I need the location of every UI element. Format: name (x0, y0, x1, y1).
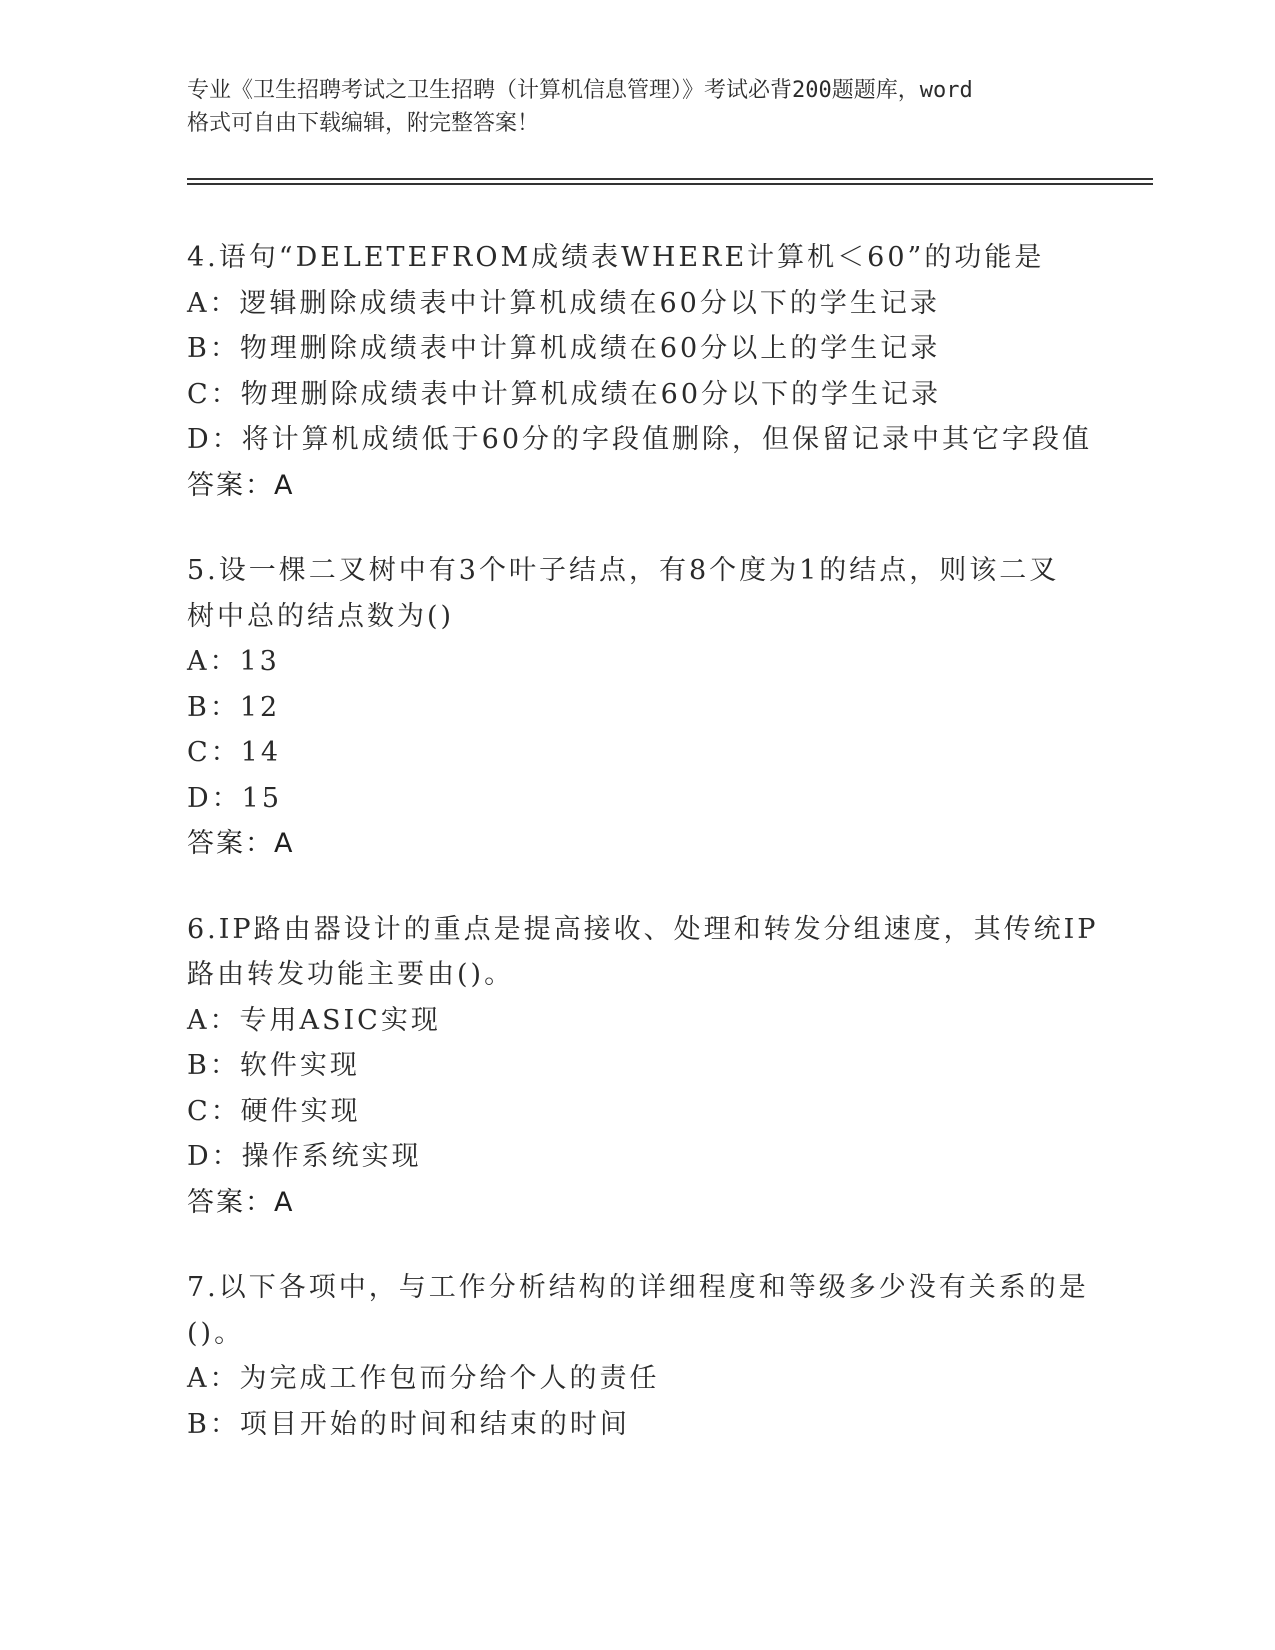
question-block (187, 548, 1067, 867)
question-block (187, 907, 1099, 1226)
question-option: C：14 (187, 737, 282, 768)
question-option: A：专用ASIC实现 (187, 1004, 441, 1036)
question-option: B：12 (187, 691, 281, 723)
question-option: D：15 (187, 782, 283, 814)
question-option: A：逻辑删除成绩表中计算机成绩在60分以下的学生记录 (187, 287, 940, 319)
question-option: C：物理删除成绩表中计算机成绩在60分以下的学生记录 (187, 378, 942, 410)
question-answer: 答案：A (187, 1186, 295, 1218)
document-header (187, 74, 1087, 140)
question-answer: 答案：A (187, 469, 295, 501)
question-option: A：13 (187, 646, 280, 677)
question-option: B：软件实现 (187, 1050, 360, 1081)
header-line-2: 格式可自由下载编辑，附完整答案！ (187, 111, 540, 136)
question-stem: 4.语句“DELETEFROM成绩表WHERE计算机＜60”的功能是 (187, 242, 1045, 273)
question-option: D：操作系统实现 (187, 1141, 422, 1172)
question-stem: 6.IP路由器设计的重点是提高接收、处理和转发分组速度，其传统IP (187, 913, 1099, 945)
header-divider-top (187, 178, 1153, 180)
header-line-1: 专业《卫生招聘考试之卫生招聘（计算机信息管理）》考试必背200题题库，word (187, 78, 973, 103)
header-divider-bottom (187, 183, 1153, 185)
question-option: C：硬件实现 (187, 1095, 361, 1127)
question-stem: ()。 (187, 1317, 245, 1349)
question-block (187, 1265, 1089, 1447)
question-block (187, 235, 1093, 508)
question-option: B：物理删除成绩表中计算机成绩在60分以上的学生记录 (187, 333, 941, 364)
question-option: A：为完成工作包而分给个人的责任 (187, 1363, 660, 1394)
question-stem: 7.以下各项中，与工作分析结构的详细程度和等级多少没有关系的是 (187, 1272, 1089, 1303)
question-list (187, 235, 1099, 1487)
question-stem: 树中总的结点数为() (187, 600, 455, 632)
question-option: D：将计算机成绩低于60分的字段值删除，但保留记录中其它字段值 (187, 424, 1093, 455)
question-stem: 5.设一棵二叉树中有3个叶子结点，有8个度为1的结点，则该二叉 (187, 555, 1060, 586)
question-stem: 路由转发功能主要由()。 (187, 959, 515, 990)
question-option: B：项目开始的时间和结束的时间 (187, 1408, 630, 1440)
question-answer: 答案：A (187, 828, 295, 859)
